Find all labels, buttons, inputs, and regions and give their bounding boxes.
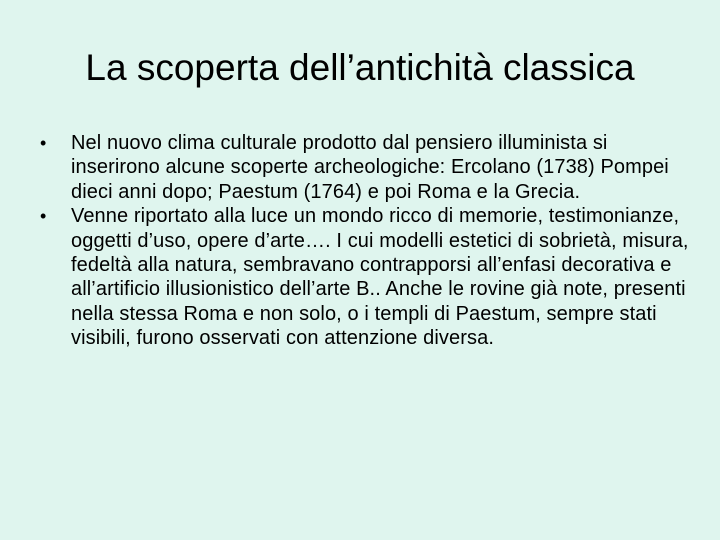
bullet-text: Nel nuovo clima culturale prodotto dal pensiero illuminista si inserirono alcune scoperte archeologiche: Ercolano (1738) Pompei dieci anni dopo; Paestum (1764) e poi Roma e la Grecia.: [71, 132, 669, 203]
bullet-text: Venne riportato alla luce un mondo ricco di memorie, testimonianze, oggetti d’uso, opere d’arte…. I cui modelli estetici di sobrietà, misura, fedeltà alla natura, sembravano contrapporsi all’enfasi decorativa e all’artificio illusionistico dell’arte B.. Anche le rovine già note, presenti nella stessa Roma e non solo, o i templi di Paestum, sempre stati visibili, furono osservati con attenzione diversa.: [71, 205, 689, 350]
slide-title: La scoperta dell’antichità classica: [85, 47, 635, 88]
bullet-item: [40, 131, 690, 204]
bullet-list: [40, 131, 690, 351]
bullet-glyph: •: [40, 206, 47, 227]
bullet-glyph: •: [40, 133, 47, 153]
bullet-item: [40, 204, 690, 350]
